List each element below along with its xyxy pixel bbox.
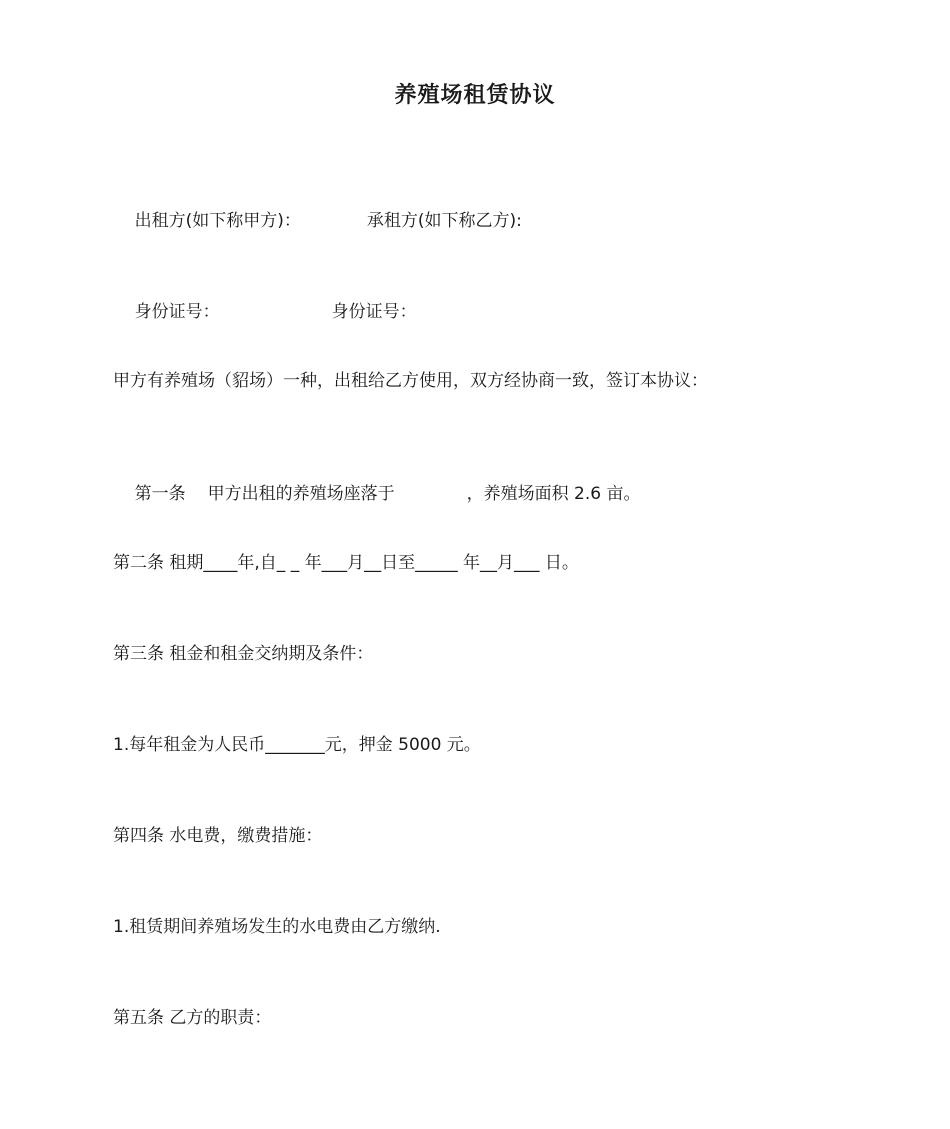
article-5: 第五条 乙方的职责： — [113, 1008, 272, 1028]
parties-line — [113, 188, 522, 254]
article-3-item-1: 1.每年租金为人民币_______元，押金 5000 元。 — [113, 735, 481, 755]
intro-paragraph: 甲方有养殖场（貂场）一种，出租给乙方使用，双方经协商一致，签订本协议： — [113, 371, 708, 391]
article-4-item-1: 1.租赁期间养殖场发生的水电费由乙方缴纳. — [113, 917, 441, 937]
id-b-label: 身份证号： — [331, 302, 417, 322]
article-2: 第二条 租期____年,自_ _ 年___月__日至_____ 年__月___ 日。 — [113, 553, 579, 573]
article-1-label: 第一条 — [134, 484, 186, 504]
id-line — [113, 279, 417, 345]
article-4: 第四条 水电费，缴费措施： — [113, 826, 323, 846]
article-1 — [113, 461, 640, 527]
party-b-label: 承租方(如下称乙方): — [366, 211, 522, 231]
document-title: 养殖场租赁协议 — [394, 83, 556, 108]
id-a-label: 身份证号： — [134, 302, 220, 322]
article-1-text-a: 甲方出租的养殖场座落于 — [207, 484, 395, 504]
article-1-text-b: ，养殖场面积 2.6 亩。 — [466, 484, 641, 504]
party-a-label: 出租方(如下称甲方)： — [134, 211, 301, 231]
article-3: 第三条 租金和租金交纳期及条件： — [113, 644, 374, 664]
